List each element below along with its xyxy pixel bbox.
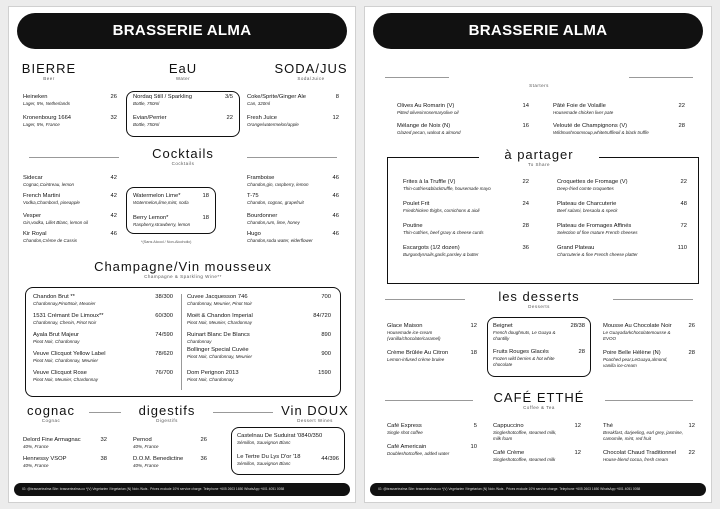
menu-item: Moët & Chandon Imperial Pinot Noir, Meunier, Chardonnay: [187, 313, 253, 325]
menu-price: 28: [578, 349, 585, 355]
footer-bar: IG: @brasseriealma Site: brasseriealma.co *(V) Vegetarien /Vegetarian (N) Noix /Nuts . Prices exclude 10% service charge. Telephone +605 2603 1650 WhatsApp +601 4051 0058: [370, 483, 706, 496]
soda-heading: SODA/JUS Soda/Juice: [274, 61, 348, 81]
menu-price: 900: [321, 351, 331, 357]
sharing-box: [387, 157, 699, 284]
menu-price: 22: [688, 450, 695, 456]
divider: [181, 294, 182, 390]
menu-price: 890: [321, 332, 331, 338]
menu-item: Sidecar Cognac,Cointreau, lemon: [23, 175, 75, 187]
menu-item: Velouté de Champignons (V) Wildmushroomsoup,whitetruffleoil & black truffle: [553, 123, 649, 135]
footer-bar: IG: @brasseriealma Site: brasseriealma.co *(V) Vegetarien /Vegetarian (N) Noix /Nuts . Prices exclude 10% service charge. Telephone +605 2603 1650 WhatsApp +601 4051 0058: [14, 483, 350, 496]
menu-item: Beignet French doughnuts, Le Guaya & chantilly: [493, 323, 556, 341]
cocktails-heading: Cocktails Cocktails: [152, 146, 214, 166]
menu-price: 46: [332, 213, 339, 219]
menu-item: Framboise Chandon,gin, raspberry, lemon: [247, 175, 309, 187]
menu-item: Castelnau De Suduirat '0840/350 Sémillon, Sauvignon Blanc: [237, 433, 323, 445]
menu-item: Café Americain Doubleshotcoffee, added water: [387, 444, 450, 456]
menu-price: 22: [680, 179, 687, 185]
menu-item: Cappuccino Singleshotcoffee, steamed milk, milk foam: [493, 423, 557, 441]
menu-price: 28/38: [570, 323, 585, 329]
menu-item: Pernod 40%, France: [133, 437, 159, 449]
menu-item: Heineken Lager, 5%, Netherlands: [23, 94, 71, 106]
menu-item: Watermelon Lime* Watermelon,lime,mint, soda: [133, 193, 189, 205]
beer-heading: BIERRE Beer: [21, 61, 77, 81]
menu-item: Hennessy VSOP 40%, France: [23, 456, 67, 468]
menu-item: Chandon Brut ** Chardonnay,PinotNoir, Meunier: [33, 294, 96, 306]
menu-price: 76/700: [155, 370, 173, 376]
menu-price: 32: [110, 115, 117, 121]
divider: [89, 412, 121, 413]
digestifs-heading: digestifs Digestifs: [138, 403, 196, 423]
menu-price: 22: [522, 179, 529, 185]
menu-price: 18: [470, 350, 477, 356]
divider: [213, 412, 273, 413]
menu-item: D.O.M. Benedictine 40%, France: [133, 456, 184, 468]
menu-item: Crème Brûlée Au Citron Lemon-infused crème brulee: [387, 350, 449, 362]
menu-price: 46: [332, 175, 339, 181]
water-heading: EaU Water: [168, 61, 198, 81]
menu-price: 46: [110, 231, 117, 237]
menu-item: 1531 Crémant De Limoux** Chardonnay, Chenin, Pinot Noir: [33, 313, 104, 325]
menu-price: 36: [200, 456, 207, 462]
menu-price: 12: [332, 115, 339, 121]
menu-price: 26: [110, 94, 117, 100]
champagne-heading: Champagne/Vin mousseux Champagne & Sparkling Wine**: [94, 259, 272, 279]
menu-price: 14: [522, 103, 529, 109]
menu-page-drinks: [8, 6, 356, 503]
menu-item: Fresh Juice Orange/watermelon/apple: [247, 115, 299, 127]
menu-price: 8: [335, 94, 339, 100]
cognac-heading: cognac Cognac: [27, 403, 75, 423]
divider: [29, 157, 119, 158]
desserts-heading: les desserts Desserts: [498, 289, 580, 309]
menu-price: 60/300: [155, 313, 173, 319]
menu-item: Grand Plateau Charcuterie & fine French cheese platter: [557, 245, 638, 257]
menu-item: Kronenbourg 1664 Lager, 5%, France: [23, 115, 72, 127]
menu-price: 12: [574, 450, 581, 456]
menu-price: 74/590: [155, 332, 173, 338]
menu-price: 84/720: [313, 313, 331, 319]
menu-price: 22: [226, 115, 233, 121]
menu-price: 28: [688, 350, 695, 356]
menu-price: 18: [202, 215, 209, 221]
non-alcoholic-note: *(Sans Alcool / Non-Alcoholic): [141, 240, 192, 244]
menu-item: Coke/Sprite/Ginger Ale Can, 320ml: [247, 94, 306, 106]
menu-item: French Martini Vodka,Chambord, pineapple: [23, 193, 80, 205]
menu-item: Mousse Au Chocolate Noir Le Guayadarkchocolatemousse & EVOO: [603, 323, 672, 341]
menu-item: Poire Belle Hélène (N) Poached pear,LeGuaya,almond, vanilla ice-cream: [603, 350, 668, 368]
sharing-heading: à partager To Share: [479, 148, 599, 168]
menu-price: 28: [678, 123, 685, 129]
menu-item: Frites à la Truffle (V) Thin-cutfries&blacktruffle, housemade mayo: [403, 179, 491, 191]
menu-item: Le Tertre Du Lys D'or '18 Sémillon, Sauvignon Blanc: [237, 454, 301, 466]
menu-item: Ruinart Blanc De Blancs Chardonnay: [187, 332, 250, 344]
menu-item: Olives Au Romarin (V) Pitted olivesinrosemaryolive oil: [397, 103, 459, 115]
brand-header: BRASSERIE ALMA: [17, 13, 347, 49]
dessert-wines-heading: Vin DOUX Dessert Wines: [281, 403, 349, 423]
menu-item: T-75 Chandon, cognac, grapefruit: [247, 193, 304, 205]
menu-item: Ayala Brut Majeur Pinot Noir, Chardonnay: [33, 332, 80, 344]
menu-item: Cuvee Jacquesson 746 Chardonnay, Meunier, Pinot Noir: [187, 294, 252, 306]
menu-item: Evian/Perrier Bottle, 750ml: [133, 115, 167, 127]
menu-price: 3/5: [224, 94, 233, 100]
menu-item: Nordaq Still / Sparkling Bottle, 750ml: [133, 94, 192, 106]
menu-item: Bourdonner Chandon,rum, lime, honey: [247, 213, 300, 225]
menu-item: Delord Fine Armagnac 40%, France: [23, 437, 81, 449]
menu-price: 32: [100, 437, 107, 443]
menu-price: 46: [332, 193, 339, 199]
menu-price: 12: [470, 323, 477, 329]
menu-item: Dom Perignon 2013 Pinot Noir, Chardonnay: [187, 370, 239, 382]
divider: [385, 299, 465, 300]
starters-subheading: Starters: [529, 83, 549, 88]
menu-price: 16: [522, 123, 529, 129]
menu-item: Café Express Single shot coffee: [387, 423, 423, 435]
divider: [605, 400, 693, 401]
brand-header: BRASSERIE ALMA: [373, 13, 703, 49]
menu-price: 48: [680, 201, 687, 207]
menu-item: Poutine Thin-cutfries, beef gravy & cheese curds: [403, 223, 484, 235]
menu-price: 36: [522, 245, 529, 251]
divider: [629, 77, 693, 78]
divider: [385, 77, 449, 78]
menu-price: 42: [110, 193, 117, 199]
menu-price: 110: [677, 245, 687, 251]
menu-price: 26: [200, 437, 207, 443]
menu-item: Mélange de Noix (N) Glazed pecan, walnut & almond: [397, 123, 461, 135]
menu-price: 1590: [318, 370, 331, 376]
menu-price: 78/620: [155, 351, 173, 357]
menu-item: Veuve Clicquot Yellow Label Pinot Noir, Chardonnay, Meunier: [33, 351, 106, 363]
menu-price: 72: [680, 223, 687, 229]
divider: [613, 299, 693, 300]
menu-item: Pâté Foie de Volaille Housemade chicken liver pate: [553, 103, 614, 115]
menu-item: Café Crème Singleshotcoffee, steamed milk: [493, 450, 556, 462]
menu-item: Plateau de Charcuterie Beef salami, bresaola & speck: [557, 201, 618, 213]
menu-item: Hugo Chandon,soda water, elderflower: [247, 231, 313, 243]
menu-price: 42: [110, 175, 117, 181]
menu-price: 700: [321, 294, 331, 300]
menu-item: Kir Royal Chandon,Crème de Cassis: [23, 231, 78, 243]
menu-item: Croquettes de Fromage (V) Deep-fried comte croquettes: [557, 179, 628, 191]
menu-item: Poulet Frit Friedchicken thighs, cornichons & aioli: [403, 201, 480, 213]
menu-price: 12: [688, 423, 695, 429]
menu-price: 26: [688, 323, 695, 329]
menu-item: Bollinger Special Cuvée Pinot Noir, Chardonnay, Meunier: [187, 347, 252, 359]
menu-price: 46: [332, 231, 339, 237]
menu-page-food: [364, 6, 712, 503]
menu-item: Chocolat Chaud Traditionnel House-blend cocoa, fresh cream: [603, 450, 677, 462]
menu-price: 5: [473, 423, 477, 429]
menu-item: Plateau de Fromages Affinés Selection of fine mature French cheeses: [557, 223, 638, 235]
menu-price: 10: [470, 444, 477, 450]
menu-price: 38/300: [155, 294, 173, 300]
menu-price: 24: [522, 201, 529, 207]
menu-item: Thé Breakfast, darjeeling, earl grey, jasmine, camomile, mint, red fruit: [603, 423, 683, 441]
menu-price: 28: [522, 223, 529, 229]
menu-price: 22: [678, 103, 685, 109]
menu-item: Vesper Gin,vodka, Lillet Blanc, lemon oil: [23, 213, 89, 225]
menu-price: 42: [110, 213, 117, 219]
coffee-heading: CAFÉ ETTHÉ Coffee & Tea: [493, 390, 585, 410]
menu-price: 38: [100, 456, 107, 462]
menu-item: Escargots (1/2 dozen) Burgundysnails,garlic,parsley & butter: [403, 245, 479, 257]
divider: [385, 400, 473, 401]
menu-price: 12: [574, 423, 581, 429]
menu-item: Veuve Clicquot Rose Pinot Noir, Meunier, Chardonnay: [33, 370, 99, 382]
menu-price: 44/396: [321, 456, 339, 462]
menu-item: Glace Maison Housemade ice-cream (vanilla/chocolate/caramel): [387, 323, 441, 341]
menu-price: 18: [202, 193, 209, 199]
menu-item: Berry Lemon* Raspberry,strawberry, lemon: [133, 215, 191, 227]
divider: [247, 157, 337, 158]
menu-item: Fruits Rouges Glacés Frozen wild berries & hot white chocolate: [493, 349, 555, 367]
